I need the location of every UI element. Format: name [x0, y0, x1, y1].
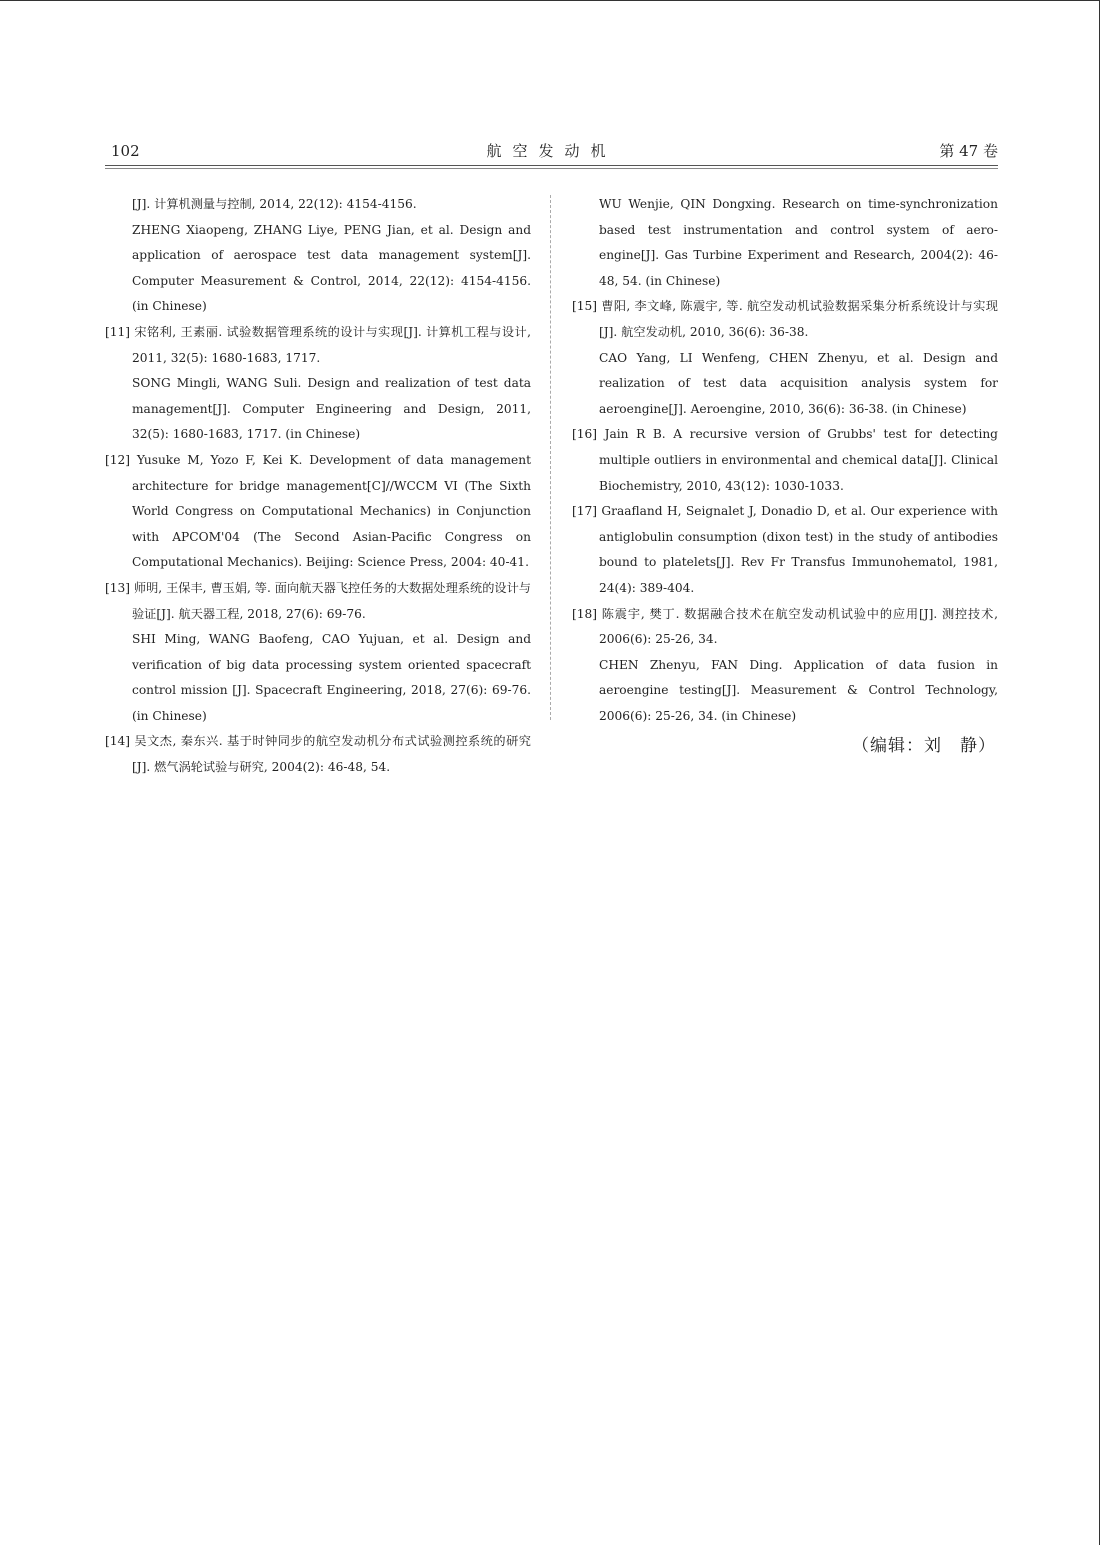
header-rule — [105, 165, 998, 166]
reference-entry: [18] 陈震宇, 樊丁. 数据融合技术在航空发动机试验中的应用[J]. 测控技术, 2006(6): 25-26, 34. — [572, 606, 998, 647]
reference-entry: SONG Mingli, WANG Suli. Design and realization of test data management[J]. Computer Engineering and Design, 2011, 32(5): 1680-1683, 1717. (in Chinese) — [132, 376, 531, 442]
running-head — [105, 140, 998, 164]
right-column — [572, 192, 998, 759]
reference-entry: [12] Yusuke M, Yozo F, Kei K. Development of data management architecture for bridge management[C]//WCCM VI (The Sixth World Congress on Computational Mechanics) in Conjunction with APCOM'04 (The Second Asian-Pacific Congress on Computational Mechanics). Beijing: Science Press, 2004: 40-41. — [105, 452, 531, 570]
editor-note: （编辑：刘 静） — [852, 736, 996, 757]
header-rule-secondary — [105, 168, 998, 169]
reference-entry: [17] Graafland H, Seignalet J, Donadio D, et al. Our experience with antiglobulin consumption (dixon test) in the study of antibodies bound to platelets[J]. Rev Fr Transfus Immunohematol, 1981, 24(4): 389-404. — [572, 504, 998, 595]
reference-entry: [J]. 计算机测量与控制, 2014, 22(12): 4154-4156. — [132, 197, 417, 211]
reference-entry: CAO Yang, LI Wenfeng, CHEN Zhenyu, et al. Design and realization of test data acquisition analysis system for aeroengine[J]. Aeroengine, 2010, 36(6): 36-38. (in Chinese) — [599, 350, 998, 416]
reference-entry: [16] Jain R B. A recursive version of Grubbs' test for detecting multiple outliers in environmental and chemical data[J]. Clinical Biochemistry, 2010, 43(12): 1030-1033. — [572, 427, 998, 493]
volume-label: 第 47 卷 — [939, 142, 998, 160]
reference-entry: ZHENG Xiaopeng, ZHANG Liye, PENG Jian, et al. Design and application of aerospace test data management system[J]. Computer Measurement & Control, 2014, 22(12): 4154-4156. (in Chinese) — [132, 222, 531, 314]
reference-entry: CHEN Zhenyu, FAN Ding. Application of data fusion in aeroengine testing[J]. Measurement & Control Technology, 2006(6): 25-26, 34. (in Chinese) — [599, 657, 998, 723]
reference-entry: [11] 宋铭利, 王素丽. 试验数据管理系统的设计与实现[J]. 计算机工程与设计, 2011, 32(5): 1680-1683, 1717. — [105, 324, 531, 365]
journal-title: 航空发动机 — [486, 142, 617, 160]
reference-entry: SHI Ming, WANG Baofeng, CAO Yujuan, et al. Design and verification of big data processing system oriented spacecraft control mission [J]. Spacecraft Engineering, 2018, 27(6): 69-76. (in Chinese) — [132, 632, 531, 723]
reference-entry: WU Wenjie, QIN Dongxing. Research on time-synchronization based test instrumentation and control system of aero-engine[J]. Gas Turbine Experiment and Research, 2004(2): 46-48, 54. (in Chinese) — [599, 197, 998, 288]
reference-entry: [15] 曹阳, 李文峰, 陈震宇, 等. 航空发动机试验数据采集分析系统设计与实现[J]. 航空发动机, 2010, 36(6): 36-38. — [572, 299, 998, 339]
reference-entry: [13] 师明, 王保丰, 曹玉娟, 等. 面向航天器飞控任务的大数据处理系统的设计与验证[J]. 航天器工程, 2018, 27(6): 69-76. — [105, 580, 531, 621]
left-column — [105, 192, 531, 781]
page-number: 102 — [111, 142, 140, 160]
column-divider — [550, 195, 551, 720]
reference-entry: [14] 吴文杰, 秦东兴. 基于时钟同步的航空发动机分布式试验测控系统的研究[J]. 燃气涡轮试验与研究, 2004(2): 46-48, 54. — [105, 734, 531, 775]
